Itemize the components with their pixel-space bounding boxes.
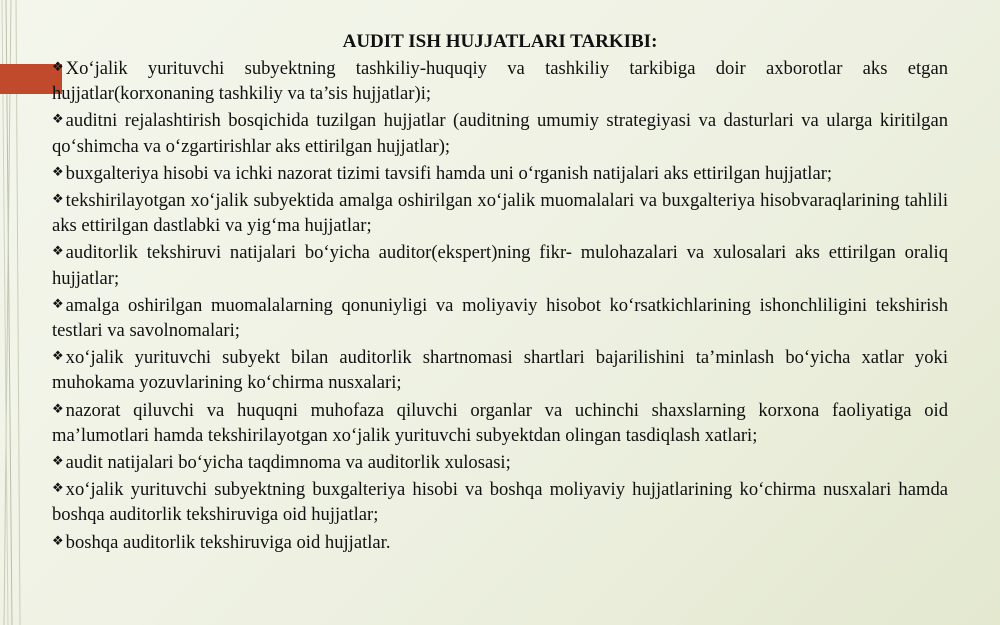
slide-title: AUDIT ISH HUJJATLARI TARKIBI: bbox=[342, 31, 658, 52]
list-item-text: auditni rejalashtirish bosqichida tuzilgan hujjatlar (auditning umumiy strategiyasi va dasturlari va ularga kiritilgan qo‘shimcha va o‘zgartirishlar aks ettirilgan hujjatlar); bbox=[52, 110, 948, 157]
list-item bbox=[52, 343, 948, 395]
slide-content bbox=[52, 30, 948, 555]
list-item bbox=[52, 186, 948, 238]
diamond-bullet-icon: ❖ bbox=[52, 480, 64, 496]
list-item-text: xo‘jalik yurituvchi subyektning buxgalteriya hisobi va boshqa moliyaviy hujjatlarining ko‘chirma nusxalari hamda boshqa auditorlik tekshiruviga oid hujjatlar; bbox=[52, 479, 948, 526]
list-item bbox=[52, 54, 948, 106]
diamond-bullet-icon: ❖ bbox=[52, 163, 64, 179]
list-item bbox=[52, 291, 948, 343]
diamond-bullet-icon: ❖ bbox=[52, 348, 64, 364]
diamond-bullet-icon: ❖ bbox=[52, 532, 64, 548]
list-item-text: boshqa auditorlik tekshiruviga oid hujjatlar. bbox=[65, 531, 391, 553]
list-item-text: xo‘jalik yurituvchi subyekt bilan auditorlik shartnomasi shartlari bajarilishini ta’minlash bo‘yicha xatlar yoki muhokama yozuvlarining ko‘chirma nusxalari; bbox=[52, 347, 948, 394]
diamond-bullet-icon: ❖ bbox=[52, 243, 64, 259]
list-item bbox=[52, 396, 948, 448]
list-item-text: auditorlik tekshiruvi natijalari bo‘yicha auditor(ekspert)ning fikr- mulohazalari va xulosalari aks ettirilgan oraliq hujjatlar; bbox=[52, 242, 948, 289]
list-item bbox=[52, 448, 948, 475]
list-item-text: tekshirilayotgan xo‘jalik subyektida amalga oshirilgan xo‘jalik muomalalari va buxgalteriya hisobvaraqlarining tahlili aks ettirilgan dastlabki va yig‘ma hujjatlar; bbox=[52, 190, 948, 237]
list-item bbox=[52, 475, 948, 527]
list-item bbox=[52, 106, 948, 158]
diamond-bullet-icon: ❖ bbox=[52, 400, 64, 416]
list-item bbox=[52, 159, 948, 186]
diamond-bullet-icon: ❖ bbox=[52, 453, 64, 469]
diamond-bullet-icon: ❖ bbox=[52, 59, 64, 74]
list-item bbox=[52, 528, 948, 555]
list-item-text: Xo‘jalik yurituvchi subyektning tashkiliy-huquqiy va tashkiliy tarkibiga doir axborotlar aks etgan hujjatlar(korxonaning tashkiliy va ta’sis hujjatlar)i; bbox=[52, 58, 948, 105]
list-item-text: amalga oshirilgan muomalalarning qonuniyligi va moliyaviy hisobot ko‘rsatkichlarining ishonchliligini tekshirish testlari va savolnomalari; bbox=[52, 294, 948, 342]
list-item bbox=[52, 238, 948, 290]
diamond-bullet-icon: ❖ bbox=[52, 191, 64, 207]
diamond-bullet-icon: ❖ bbox=[52, 295, 64, 311]
list-item-text: audit natijalari bo‘yicha taqdimnoma va auditorlik xulosasi; bbox=[65, 452, 511, 474]
diamond-bullet-icon: ❖ bbox=[52, 111, 64, 127]
list-item-text: nazorat qiluvchi va huquqni muhofaza qiluvchi organlar va uchinchi shaxslarning korxona faoliyatiga oid ma’lumotlari hamda tekshirilayotgan xo‘jalik yurituvchi subyektdan olingan tasdiqlash xatlari; bbox=[52, 399, 948, 446]
list-item-text: buxgalteriya hisobi va ichki nazorat tizimi tavsifi hamda uni o‘rganish natijalari aks ettirilgan hujjatlar; bbox=[65, 162, 833, 184]
bullet-list bbox=[52, 54, 948, 555]
